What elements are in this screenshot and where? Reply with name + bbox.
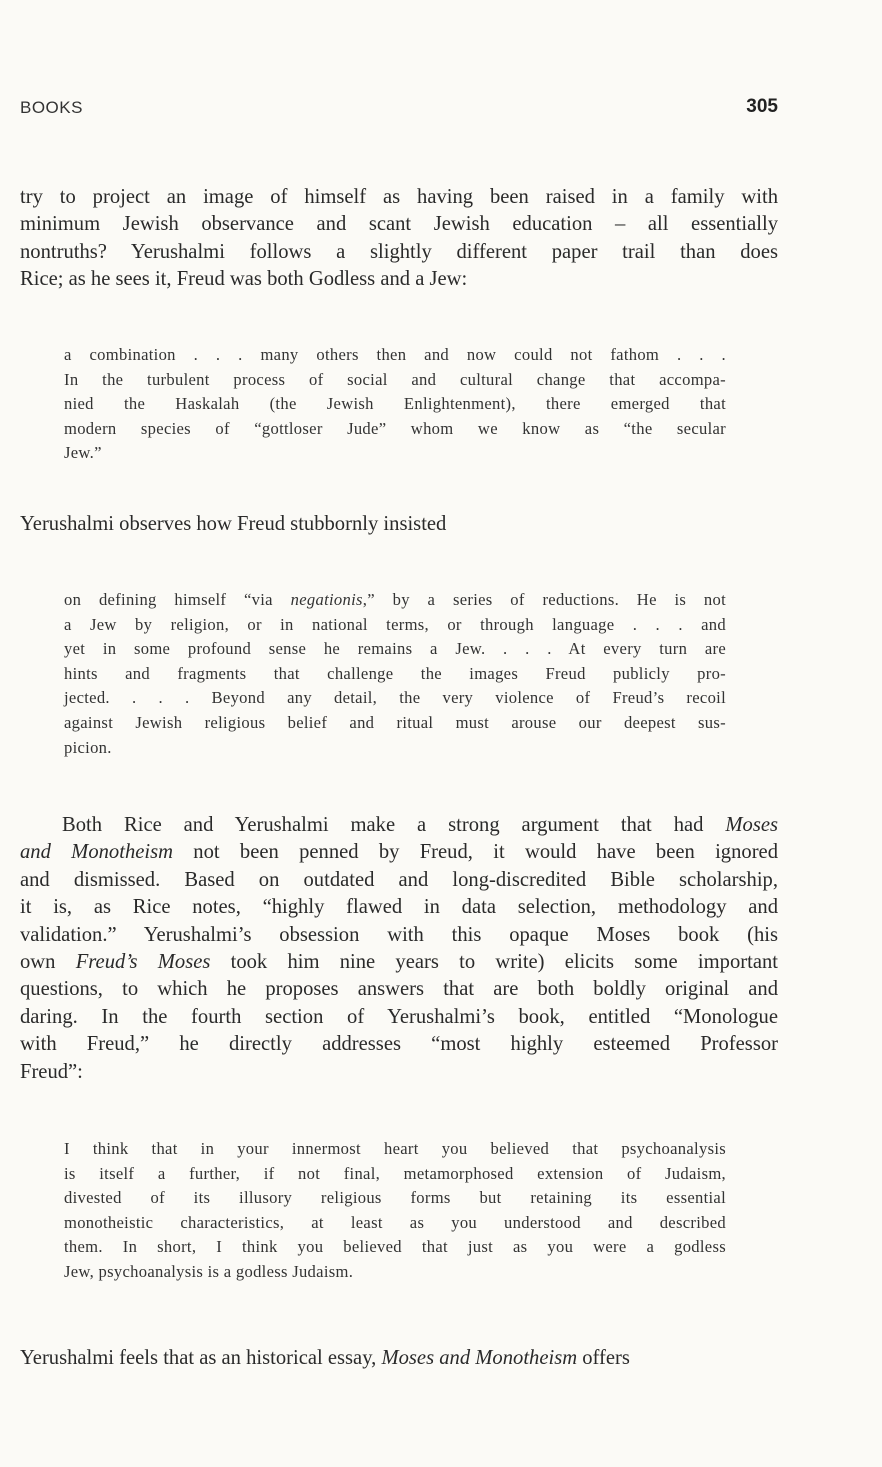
text-line: try to project an image of himself as having been raised in a family with [20,186,778,208]
text-line [20,1345,778,1372]
italic-title: and Monotheism [20,841,173,864]
paragraph-2 [20,511,778,538]
quote-line: jected. . . . Beyond any detail, the very violence of Freud’s recoil [64,688,726,708]
italic-title: Moses and Monotheism [381,1347,578,1369]
text-line: minimum Jewish observance and scant Jewish education – all essentially [20,213,778,236]
quote-line: I think that in your innermost heart you believed that psychoanalysis [64,1139,726,1158]
page-number: 305 [746,96,778,117]
running-head [20,96,778,122]
block-quote-1 [64,343,726,466]
quote-line: modern species of “gottloser Jude” whom we know as “the secular [64,418,726,438]
paragraph-1 [20,184,778,294]
text-line [20,949,778,976]
text-line: it is, as Rice notes, “highly flawed in data selection, methodology and [20,896,778,919]
quote-line: nied the Haskalah (the Jewish Enlightenment), there emerged that [64,394,726,414]
text-line: and dismissed. Based on outdated and long-discredited Bible scholarship, [20,868,778,891]
text-line [20,839,778,866]
quote-line: them. In short, I think you believed that just as you were a godless [64,1237,726,1257]
quote-line: yet in some profound sense he remains a Jew. . . . At every turn are [64,639,726,659]
text-line: nontruths? Yerushalmi follows a slightly different paper trail than does [20,240,778,263]
text-run: Both Rice and Yerushalmi make a strong argument that had [62,814,726,836]
quote-line: against Jewish religious belief and ritual must arouse our deepest sus- [64,712,726,732]
text-run: offers [577,1347,630,1369]
text-run: ,” by a series of reductions. He is not [362,590,727,609]
text-line: questions, to which he proposes answers that are both boldly original and [20,978,778,1001]
text-run: Yerushalmi feels that as an historical essay, [20,1347,382,1369]
text-run: took him nine years to write) elicits some important [210,951,778,974]
italic-term: negationis [290,590,363,609]
quote-line: Jew.” [64,443,102,463]
quote-line: hints and fragments that challenge the images Freud publicly pro- [64,663,726,683]
text-line: Freud”: [20,1060,83,1083]
text-line: Yerushalmi observes how Freud stubbornly insisted [20,513,447,535]
quote-line: Jew, psychoanalysis is a godless Judaism. [64,1261,354,1281]
quote-line: picion. [64,737,112,757]
text-line: with Freud,” he directly addresses “most highly esteemed Professor [20,1033,778,1056]
quote-line: is itself a further, if not final, metamorphosed extension of Judaism, [64,1163,726,1183]
text-line: daring. In the fourth section of Yerushalmi’s book, entitled “Monologue [20,1005,778,1028]
quote-line: monotheistic characteristics, at least as you understood and described [64,1212,726,1232]
text-line [20,812,778,839]
block-quote-3 [64,1137,726,1285]
text-line: validation.” Yerushalmi’s obsession with this opaque Moses book (his [20,923,778,946]
paragraph-3 [20,812,778,1086]
paragraph-4 [20,1345,778,1372]
quote-line [64,588,726,613]
section-name: BOOKS [20,98,83,117]
italic-title: Moses [725,814,778,836]
text-line: Rice; as he sees it, Freud was both Godless and a Jew: [20,268,468,291]
quote-line: divested of its illusory religious forms but retaining its essential [64,1188,726,1208]
block-quote-2 [64,588,726,760]
text-run: not been penned by Freud, it would have been ignored [173,841,778,864]
italic-title: Freud’s Moses [75,951,211,974]
quote-line: a Jew by religion, or in national terms, or through language . . . and [64,614,726,634]
quote-line: a combination . . . many others then and now could not fathom . . . [64,345,726,364]
text-run: own [20,951,76,974]
text-run: on defining himself “via [64,590,291,609]
quote-line: In the turbulent process of social and cultural change that accompa- [64,369,726,389]
